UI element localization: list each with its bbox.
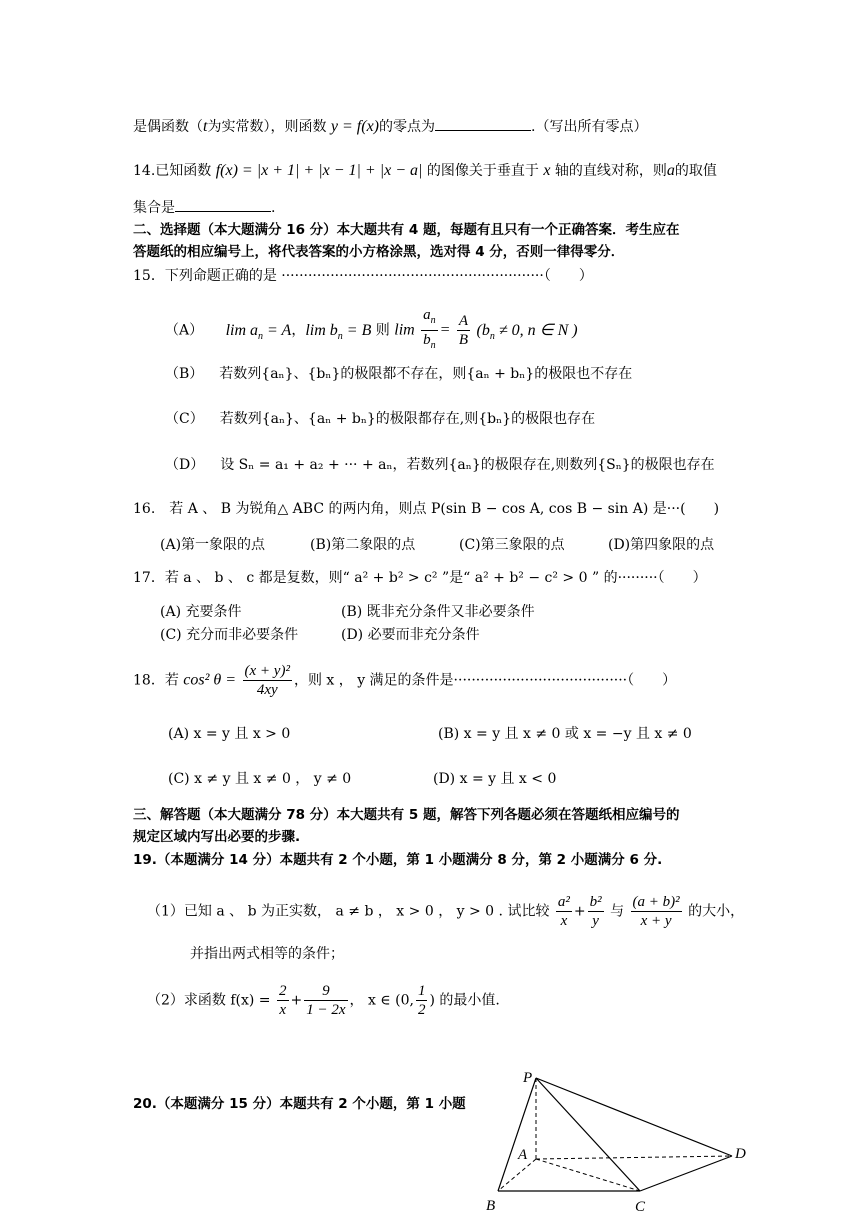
- q19-part2: （2）求函数 f(x) = $\frac{2}{x}$ + $\frac{9}{1 - 2x}$ ， x ∈ (0, $\frac{1}{2}$ ) 的最小值.: [147, 983, 500, 1018]
- q15-option-a: （A） $\lim a_n = A$，$\lim b_n = B$ 则 lim $\frac{a_n}{b_n}$ = $\frac{A}{B}$ ($b_n \ne 0$, n ∈ N ): [165, 306, 578, 355]
- q17-stem: 17．若 a 、 b 、 c 都是复数，则“ a² + b² > c² ”是“ a² + b² − c² > 0 ” 的·········（ ）: [133, 570, 707, 586]
- q16-stem: 16. 若 A 、 B 为锐角△ ABC 的两内角，则点 P(sin B − cos A, cos B − sin A) 是···( ): [133, 501, 720, 517]
- q17-option-b: (B) 既非充分条件又非必要条件: [341, 604, 535, 620]
- q14-number: 14.: [133, 163, 156, 179]
- q13-tail-line: [133, 116, 647, 137]
- q19-part2-text: （2）求函数 f(x) =: [147, 992, 271, 1009]
- q15-c-text: 若数列{aₙ}、{aₙ + bₙ}的极限都存在,则{bₙ}的极限也存在: [219, 411, 596, 427]
- q15-b-text: 若数列{aₙ}、{bₙ}的极限都不存在，则{aₙ + bₙ}的极限也不存在: [219, 366, 633, 382]
- vertex-label-D: D: [735, 1146, 746, 1162]
- q14-text-d: 的取值: [674, 163, 717, 179]
- q15-c-label: （C）: [165, 411, 204, 427]
- q16-option-b: (B)第二象限的点: [310, 537, 416, 553]
- q19-f3-num: (a + b)²: [632, 894, 680, 910]
- q19-part1-end: 的大小，: [688, 903, 745, 920]
- q18-option-d: (D) x = y 且 x < 0: [433, 771, 557, 787]
- q15-stem: 15．下列命题正确的是 ···························································（ ）: [133, 268, 593, 284]
- edge-AC: [536, 1159, 640, 1191]
- q19-part2-domain: ， x ∈ (0,: [349, 992, 414, 1009]
- q15-a-fraction: $\frac{a_n}{b_n}$: [421, 306, 438, 355]
- q19-g2-num: 9: [322, 983, 330, 999]
- q19-g1-den: x: [277, 1000, 289, 1019]
- section2-heading-cont: 答题纸的相应编号上，将代表答案的小方格涂黑，选对得 4 分，否则一律得零分．: [133, 244, 625, 260]
- vertex-label-P: P: [523, 1070, 533, 1086]
- edge-CD: [640, 1156, 732, 1191]
- q14-text: 已知函数: [155, 163, 212, 179]
- q14-text-b: 的图像关于垂直于: [426, 163, 539, 179]
- q14-text-set: 集合是: [133, 200, 175, 216]
- q14-function: f(x) = |x + 1| + |x − 1| + |x − a|: [215, 162, 423, 179]
- q14-answer-blank: [175, 197, 271, 212]
- section2-heading: 二、选择题（本大题满分 16 分）本大题共有 4 题，每题有且只有一个正确答案．考生应在: [133, 222, 680, 238]
- q18-option-b: (B) x = y 且 x ≠ 0 或 x = −y 且 x ≠ 0: [438, 726, 692, 742]
- q19-f3-den: x + y: [631, 911, 682, 930]
- q19-f2-den: y: [588, 911, 604, 930]
- q19-g1-num: 2: [279, 983, 287, 999]
- edge-PB: [498, 1078, 536, 1191]
- section3-heading-cont: 规定区域内写出必要的步骤.: [133, 829, 301, 845]
- q13-answer-blank: [435, 116, 531, 131]
- q15-option-d: [165, 455, 715, 475]
- q17-option-d: (D) 必要而非充分条件: [341, 627, 480, 643]
- q18-tail: ，则 x ， y 满足的条件是·······································（ ）: [293, 672, 677, 689]
- q19-g2-den: 1 − 2x: [306, 1002, 346, 1018]
- q15-option-c: [165, 409, 595, 429]
- q13-text-c: 的零点为: [379, 119, 436, 135]
- q19-stem: 19.（本题满分 14 分）本题共有 2 个小题，第 1 小题满分 8 分，第 2 小题满分 6 分.: [133, 852, 663, 868]
- q18-frac-num: (x + y)²: [244, 663, 290, 679]
- q19-frac-a2x: [556, 893, 572, 930]
- q19-part1-line2: 并指出两式相等的条件；: [190, 946, 344, 962]
- q20-stem: 20.（本题满分 15 分）本题共有 2 个小题，第 1 小题: [133, 1096, 466, 1112]
- q19-part1: [147, 893, 744, 930]
- q19-f2-num: b²: [589, 894, 602, 910]
- q15-option-b: [165, 364, 632, 384]
- q18-option-c: (C) x ≠ y 且 x ≠ 0 ， y ≠ 0: [168, 771, 352, 787]
- edge-PD: [536, 1078, 732, 1156]
- q18-frac-den: 4xy: [243, 680, 292, 699]
- q14-var-x: x: [543, 162, 551, 179]
- q16-option-a: (A)第一象限的点: [160, 537, 266, 553]
- q19-part1-text: （1）已知 a 、 b 为正实数， a ≠ b ， x > 0 ， y > 0 . 试比较: [147, 903, 550, 920]
- q19-plus: +: [573, 903, 586, 920]
- q19-f1-num: a²: [557, 894, 570, 910]
- q17-option-c: (C) 充分而非必要条件: [160, 627, 299, 643]
- q13-text-d: .（写出所有零点）: [531, 119, 648, 135]
- edge-AD: [536, 1156, 732, 1159]
- q19-f1-den: x: [556, 911, 572, 930]
- edge-PC: [536, 1078, 640, 1191]
- q18-fraction: [243, 662, 292, 699]
- q19-frac-b2y: [588, 893, 604, 930]
- q13-var-t: t: [203, 118, 208, 135]
- q19-part2-end: ) 的最小值.: [429, 992, 500, 1009]
- q13-text: 是偶函数（: [133, 119, 203, 135]
- q19-frac-ab2: [631, 893, 682, 930]
- pyramid-figure: [480, 1064, 760, 1216]
- q16-option-c: (C)第三象限的点: [459, 537, 565, 553]
- q15-d-label: （D）: [165, 457, 205, 473]
- q19-frac-half: [416, 982, 428, 1019]
- q13-function: y = f(x): [330, 118, 380, 135]
- q19-frac-2x: [277, 982, 289, 1019]
- q18-option-a: (A) x = y 且 x > 0: [168, 726, 291, 742]
- q19-h-num: 1: [417, 983, 426, 999]
- q13-text-b: 为实常数），则函数: [207, 119, 327, 135]
- section3-heading: 三、解答题（本大题满分 78 分）本大题共有 5 题，解答下列各题必须在答题纸相应编号的: [133, 807, 680, 823]
- q14-end: .: [271, 200, 276, 216]
- q14-var-a: a: [666, 162, 675, 179]
- q14-text-c: 轴的直线对称，则: [554, 163, 667, 179]
- q18-lhs: cos² θ =: [183, 671, 237, 689]
- q19-h-den: 2: [417, 1002, 426, 1018]
- q19-with: 与: [610, 903, 625, 920]
- q15-d-text: 设 Sₙ = a₁ + a₂ + ··· + aₙ，若数列{aₙ}的极限存在,则数列{Sₙ}的极限也存在: [220, 457, 715, 473]
- vertex-label-C: C: [635, 1199, 646, 1215]
- q14-line1: [133, 161, 717, 181]
- vertex-label-B: B: [486, 1198, 496, 1214]
- q19-frac-9: [304, 982, 347, 1019]
- q17-option-a: (A) 充要条件: [160, 604, 242, 620]
- q16-option-d: (D)第四象限的点: [608, 537, 715, 553]
- q15-b-label: （B）: [165, 366, 204, 382]
- q14-line2: [133, 197, 275, 218]
- q18-number: 18．若: [133, 672, 179, 689]
- vertex-label-A: A: [518, 1147, 528, 1163]
- q18-stem: [133, 662, 676, 699]
- q15-a-label: （A）: [165, 322, 204, 339]
